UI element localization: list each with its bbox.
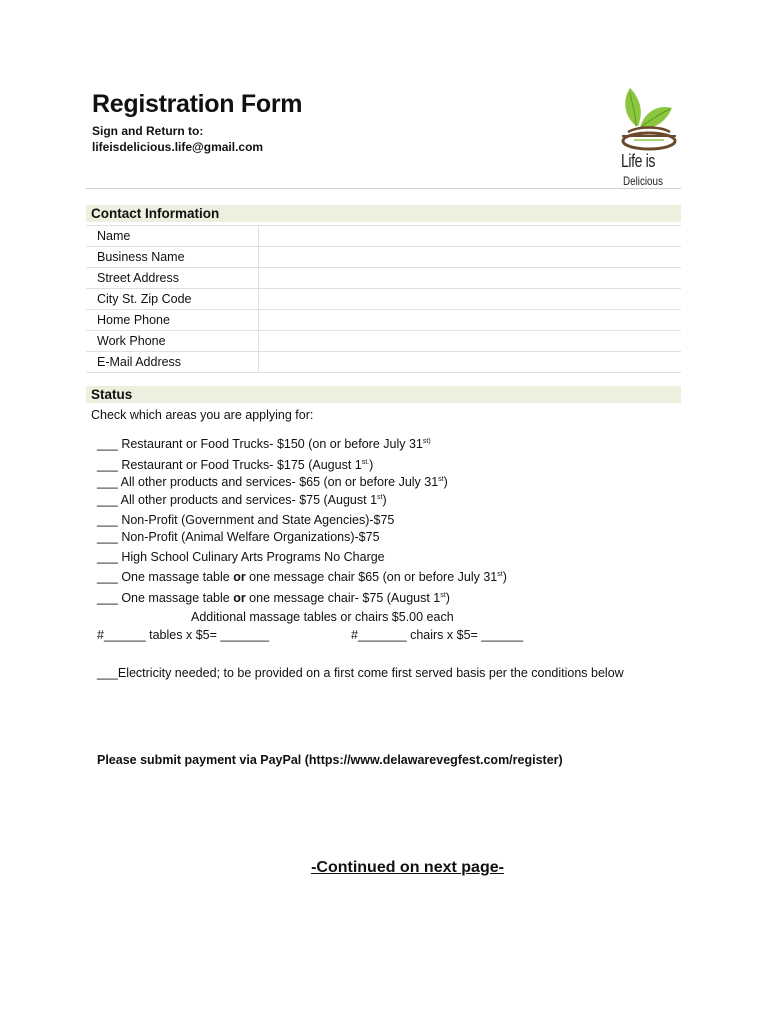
return-instructions: [92, 123, 263, 155]
additional-tables-line[interactable]: #______ tables x $5= _______: [97, 628, 270, 642]
contact-info-table: [86, 225, 681, 373]
option-products-early[interactable]: ___ All other products and services- $65 (on or before July 31st): [97, 475, 448, 489]
table-row: [86, 247, 681, 268]
field-label-city-st-zip: City St. Zip Code: [86, 289, 259, 310]
field-label-business-name: Business Name: [86, 247, 259, 268]
table-row: [86, 352, 681, 373]
option-massage-late[interactable]: ___ One massage table or one message chair- $75 (August 1st): [97, 591, 450, 605]
additional-massage-note: Additional massage tables or chairs $5.00 each: [191, 610, 454, 624]
status-section-title: Status: [91, 387, 133, 402]
name-field[interactable]: [259, 226, 682, 247]
option-restaurant-late[interactable]: ___ Restaurant or Food Trucks- $175 (August $1^{st.}$): [97, 458, 374, 472]
option-products-late[interactable]: ___ All other products and services- $75 (August 1st): [97, 493, 387, 507]
home-phone-field[interactable]: [259, 310, 682, 331]
table-row: [86, 310, 681, 331]
city-st-zip-field[interactable]: [259, 289, 682, 310]
page-title: Registration Form: [92, 90, 303, 118]
field-label-street-address: Street Address: [86, 268, 259, 289]
return-email: lifeisdelicious.life@gmail.com: [92, 140, 264, 154]
email-field[interactable]: [259, 352, 682, 373]
option-electricity[interactable]: ___Electricity needed; to be provided on a first come first served basis per the conditions below: [97, 666, 624, 680]
field-label-email: E-Mail Address: [86, 352, 259, 373]
option-nonprofit-government[interactable]: ___ Non-Profit (Government and State Agencies)-$75: [97, 513, 395, 527]
option-nonprofit-animal[interactable]: ___ Non-Profit (Animal Welfare Organizations)-$75: [97, 530, 380, 544]
field-label-work-phone: Work Phone: [86, 331, 259, 352]
logo-text-life-is: Life is: [621, 151, 655, 171]
status-instructions: Check which areas you are applying for:: [91, 408, 314, 422]
field-label-home-phone: Home Phone: [86, 310, 259, 331]
payment-instructions: Please submit payment via PayPal (https://www.delawarevegfest.com/register): [97, 753, 563, 767]
table-row: [86, 226, 681, 247]
status-section-header: [86, 386, 681, 403]
field-label-name: Name: [86, 226, 259, 247]
logo-text-delicious: Delicious: [623, 174, 663, 188]
continued-note: -Continued on next page-: [311, 859, 504, 876]
contact-section-header: [86, 205, 681, 222]
table-row: [86, 331, 681, 352]
additional-chairs-line[interactable]: #_______ chairs x $5= ______: [351, 628, 524, 642]
contact-section-title: Contact Information: [91, 206, 220, 221]
work-phone-field[interactable]: [259, 331, 682, 352]
street-address-field[interactable]: [259, 268, 682, 289]
table-row: [86, 289, 681, 310]
option-restaurant-early[interactable]: ___ Restaurant or Food Trucks- $150 (on or before July $31^{st)}$: [97, 437, 431, 451]
option-culinary-arts[interactable]: ___ High School Culinary Arts Programs No Charge: [97, 550, 385, 564]
header-divider: [86, 188, 681, 189]
sign-return-label: Sign and Return to:: [92, 124, 204, 138]
option-massage-early[interactable]: ___ One massage table or one message chair $65 (on or before July 31st): [97, 570, 507, 584]
business-name-field[interactable]: [259, 247, 682, 268]
table-row: [86, 268, 681, 289]
